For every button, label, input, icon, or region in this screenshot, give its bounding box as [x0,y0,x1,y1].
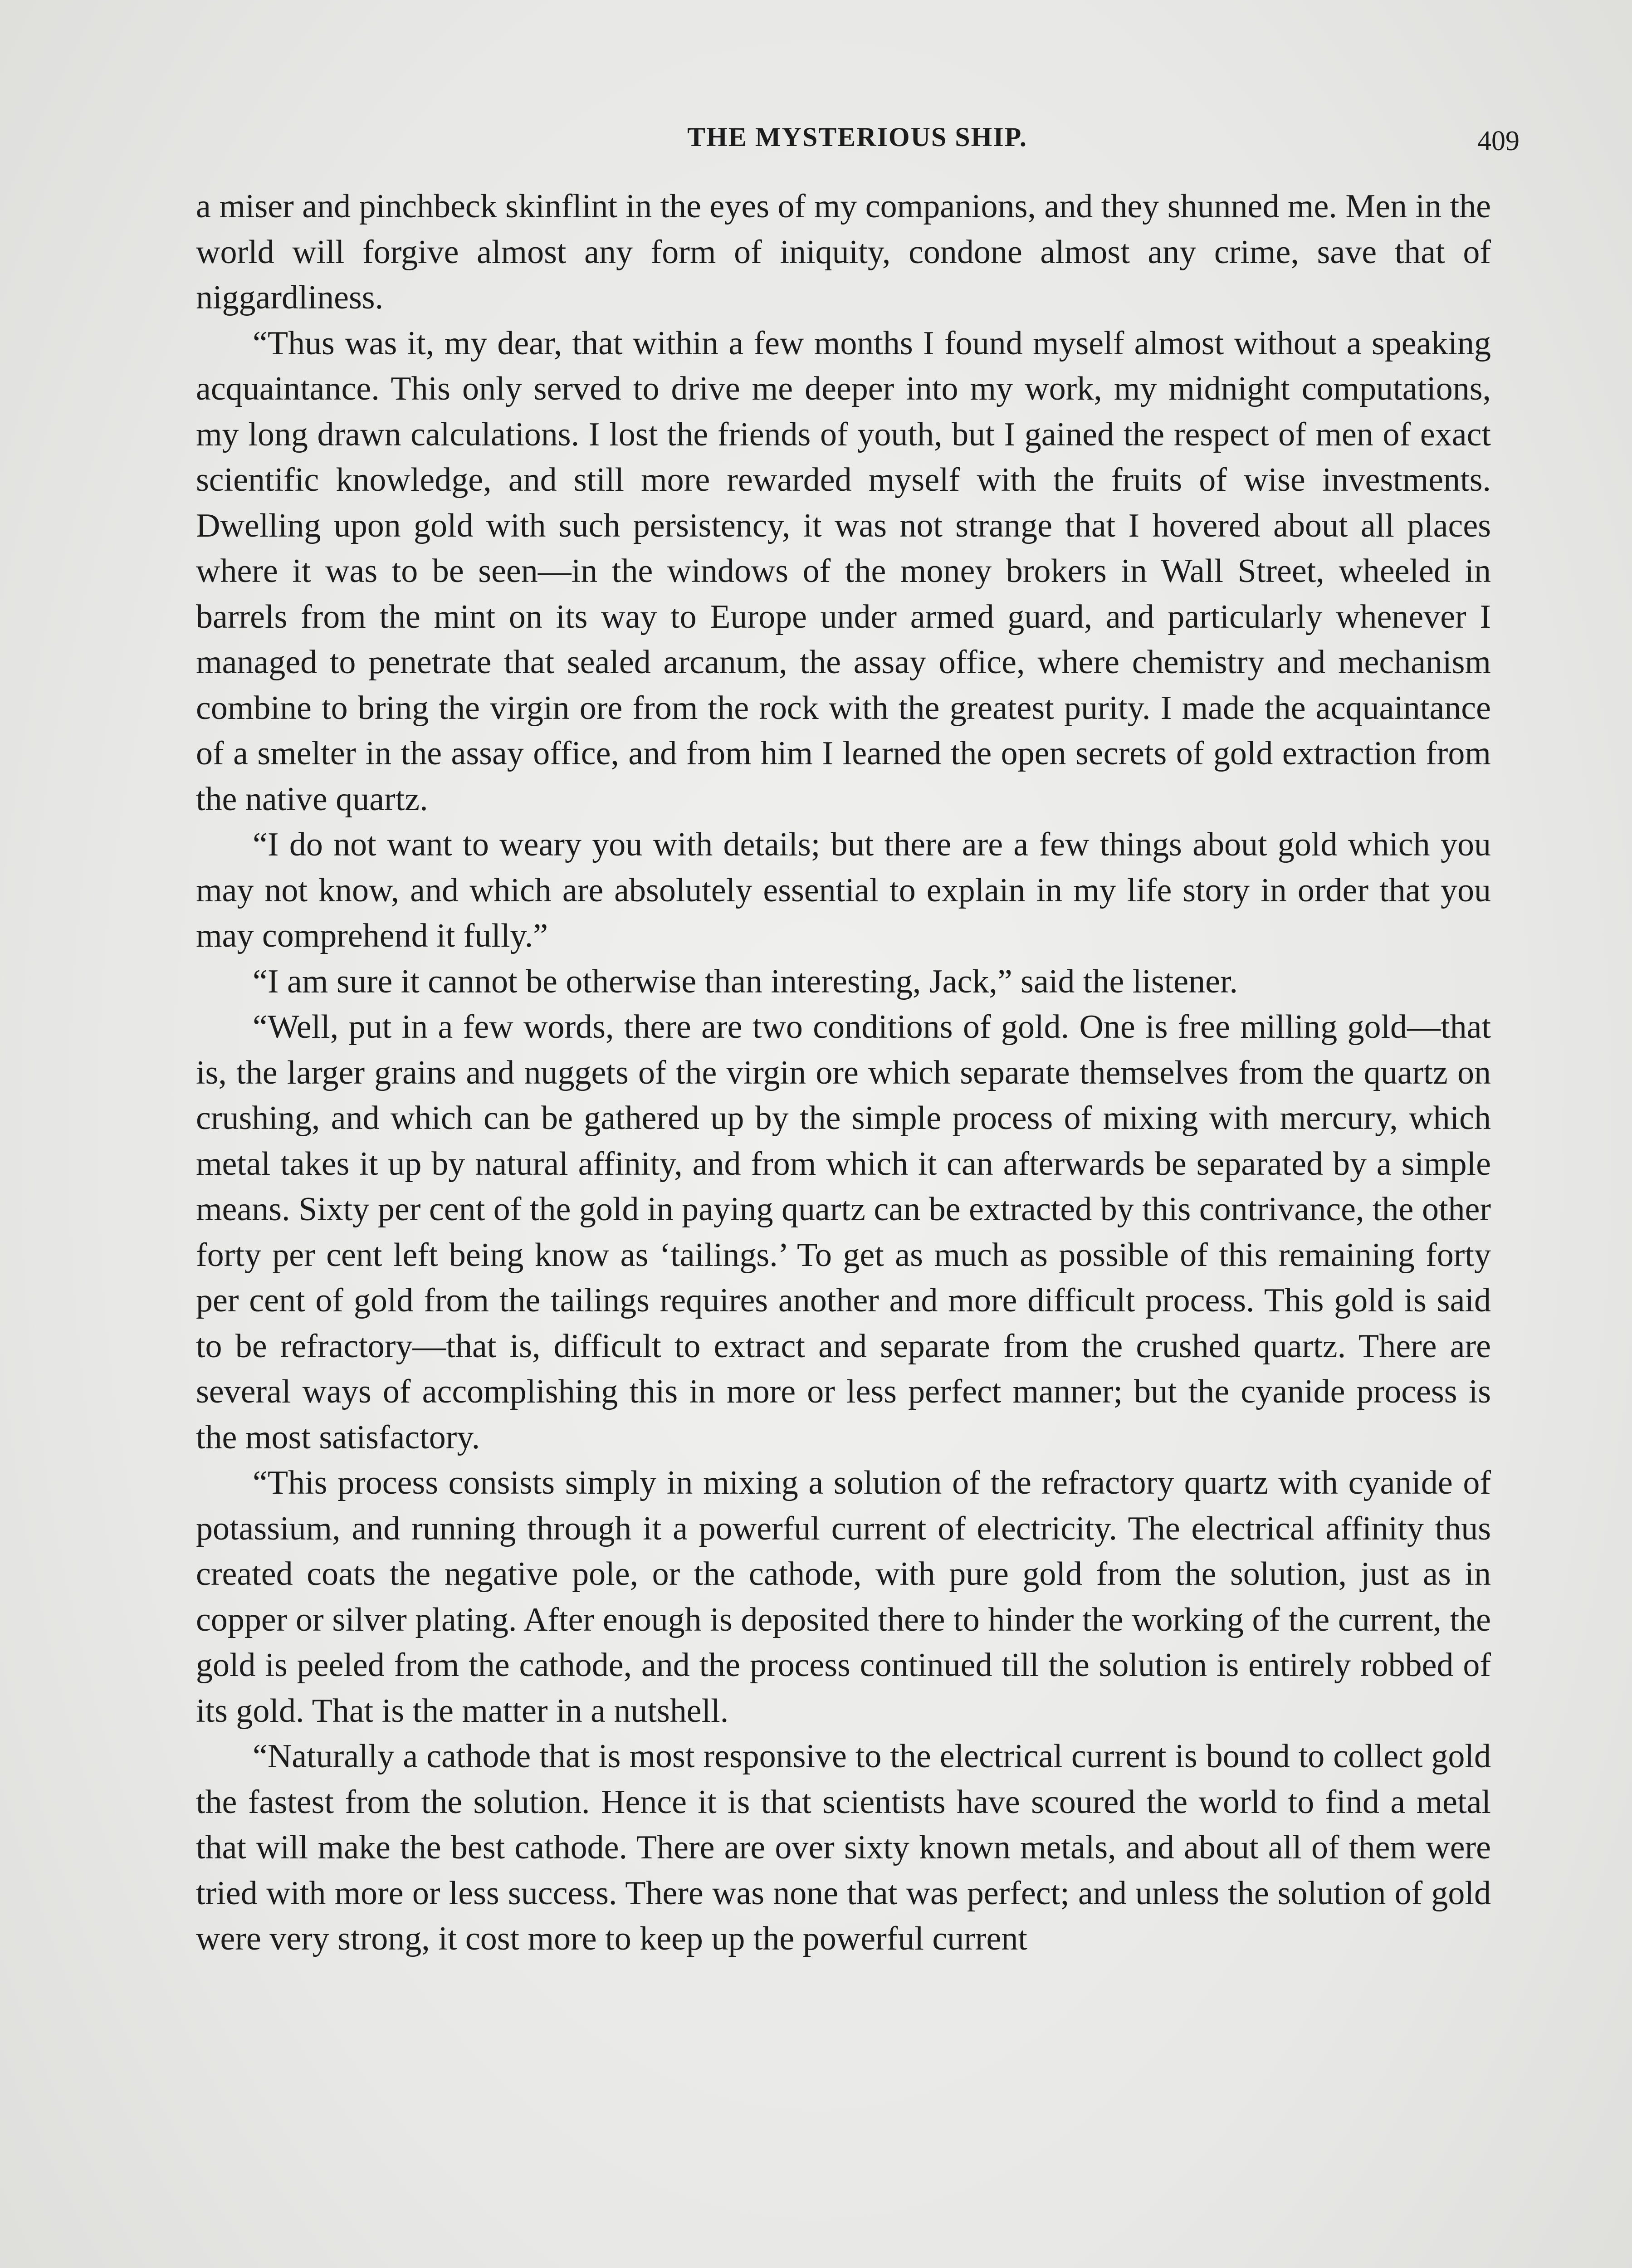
paragraph: “This process consists simply in mixing a solution of the refractory quartz with cyanide of potassium, and running through it a powerful current of electricity. The electrical affinity thus created coats the negative pole, or the cathode, with pure gold from the solution, just as in copper or silver plating. After enough is deposited there to hinder the working of the current, the gold is peeled from the cathode, and the process continued till the solution is entirely robbed of its gold. That is the matter in a nutshell. [196,1464,1491,1730]
paragraph: “Naturally a cathode that is most responsive to the electrical current is bound to collect gold the fastest from the solution. Hence it is that scientists have scoured the world to find a metal that will make the best cathode. There are over sixty known metals, and about all of them were tried with more or less success. There was none that was perfect; and unless the solution of gold were very strong, it cost more to keep up the powerful current [196,1738,1491,1957]
paragraph: “Well, put in a few words, there are two conditions of gold. One is free milling gold—that is, the larger grains and nuggets of the virgin ore which separate themselves from the quartz on crushing, and which can be gathered up by the simple process of mixing with mercury, which metal takes it up by natural affinity, and from which it can afterwards be separated by a simple means. Sixty per cent of the gold in paying quartz can be extracted by this contrivance, the other forty per cent left being know as ‘tailings.’ To get as much as possible of this remaining forty per cent of gold from the tailings requires another and more difficult process. This gold is said to be refractory—that is, difficult to extract and separate from the crushed quartz. There are several ways of accomplishing this in more or less perfect manner; but the cyanide process is the most satisfactory. [196,1008,1491,1456]
page-header [195,122,1520,171]
body-text [196,184,1491,1962]
running-title: THE MYSTERIOUS SHIP. [687,122,1027,152]
page-number: 409 [1477,126,1520,156]
paragraph: “Thus was it, my dear, that within a few months I found myself almost without a speaking acquaintance. This only served to drive me deeper into my work, my midnight computations, my long drawn calculations. I lost the friends of youth, but I gained the respect of men of exact scientific knowledge, and still more rewarded myself with the fruits of wise investments. Dwelling upon gold with such persistency, it was not strange that I hovered about all places where it was to be seen—in the windows of the money brokers in Wall Street, wheeled in barrels from the mint on its way to Europe under armed guard, and particularly whenever I managed to penetrate that sealed arcanum, the assay office, where chemistry and mechanism combine to bring the virgin ore from the rock with the greatest purity. I made the acquaintance of a smelter in the assay office, and from him I learned the open secrets of gold extraction from the native quartz. [196,324,1491,818]
paragraph: “I do not want to weary you with details; but there are a few things about gold which you may not know, and which are absolutely essential to explain in my life story in order that you may comprehend it fully.” [196,826,1491,954]
paragraph: a miser and pinchbeck skinflint in the eyes of my companions, and they shunned me. Men in the world will forgive almost any form of iniquity, condone almost any crime, save that of niggardliness. [196,188,1491,316]
paragraph: “I am sure it cannot be otherwise than interesting, Jack,” said the listener. [253,963,1238,1000]
